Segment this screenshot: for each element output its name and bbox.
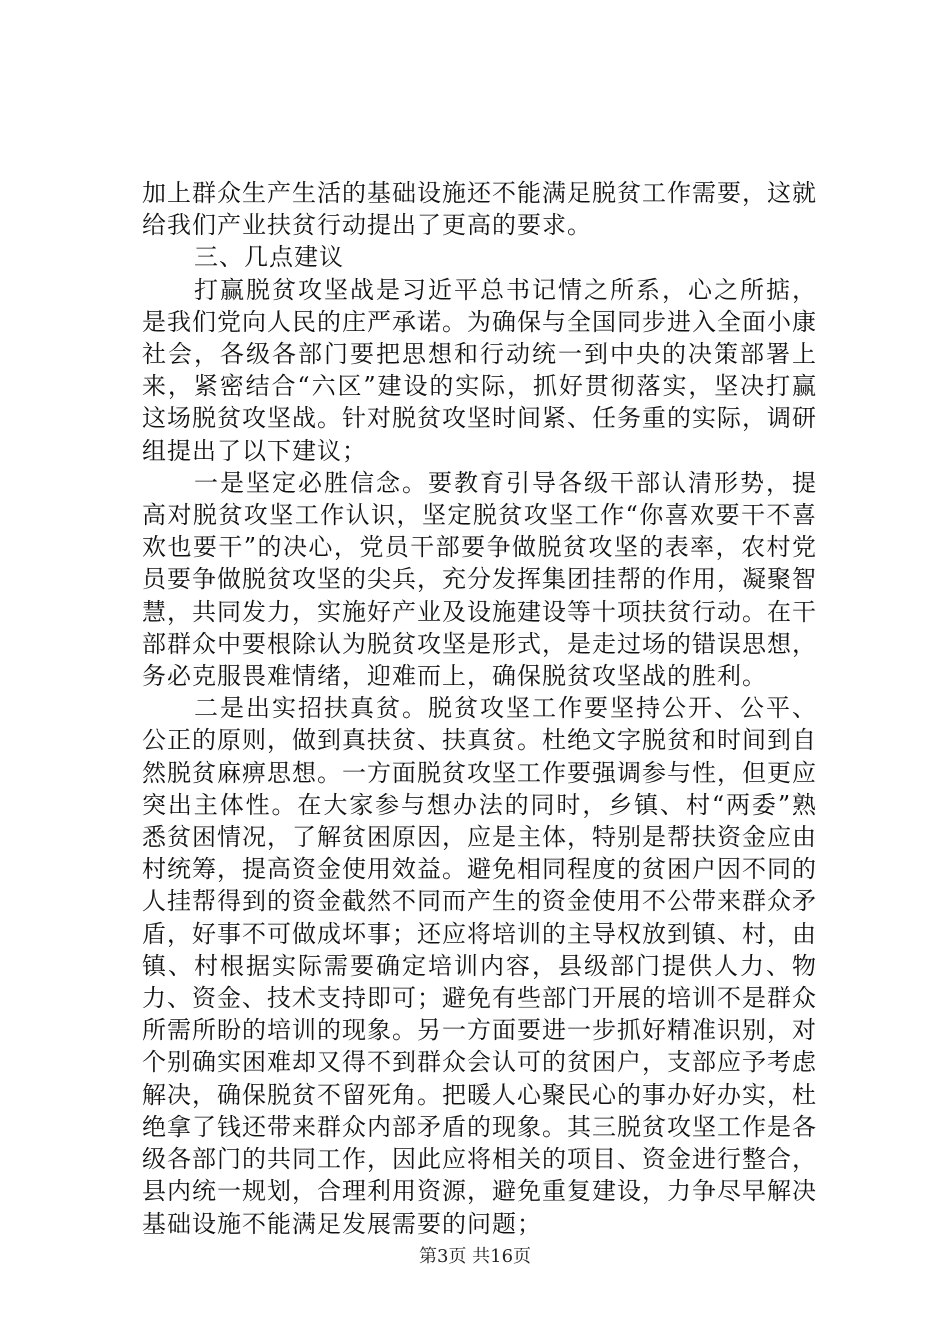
paragraph-intro: 打赢脱贫攻坚战是习近平总书记情之所系，心之所掂，是我们党向人民的庄严承诺。为确保与全国同步进入全面小康社会，各级各部门要把思想和行动统一到中央的决策部署上来，紧密结合“六区”建设的实际，抓好贯彻落实，坚决打赢这场脱贫攻坚战。针对脱贫攻坚时间紧、任务重的实际，调研组提出了以下建议； [142, 275, 817, 465]
document-body [142, 177, 817, 1240]
section-heading: 三、几点建议 [194, 243, 344, 272]
paragraph-point-1: 一是坚定必胜信念。要教育引导各级干部认清形势，提高对脱贫攻坚工作认识，坚定脱贫攻坚工作“你喜欢要干不喜欢也要干”的决心，党员干部要争做脱贫攻坚的表率，农村党员要争做脱贫攻坚的尖兵，充分发挥集团挂帮的作用，凝聚智慧，共同发力，实施好产业及设施建设等十项扶贫行动。在干部群众中要根除认为脱贫攻坚是形式，是走过场的错误思想，务必克服畏难情绪，迎难而上，确保脱贫攻坚战的胜利。 [142, 468, 817, 691]
paragraph-continuation: 加上群众生产生活的基础设施还不能满足脱贫工作需要，这就给我们产业扶贫行动提出了更高的要求。 [142, 179, 817, 240]
paragraph-point-2: 二是出实招扶真贫。脱贫攻坚工作要坚持公开、公平、公正的原则，做到真扶贫、扶真贫。杜绝文字脱贫和时间到自然脱贫麻痹思想。一方面脱贫攻坚工作要强调参与性，但更应突出主体性。在大家参与想办法的同时，乡镇、村“两委”熟悉贫困情况，了解贫困原因，应是主体，特别是帮扶资金应由村统筹，提高资金使用效益。避免相同程度的贫困户因不同的人挂帮得到的资金截然不同而产生的资金使用不公带来群众矛盾，好事不可做成坏事；还应将培训的主导权放到镇、村，由镇、村根据实际需要确定培训内容，县级部门提供人力、物力、资金、技术支持即可；避免有些部门开展的培训不是群众所需所盼的培训的现象。另一方面要进一步抓好精准识别，对个别确实困难却又得不到群众会认可的贫困户，支部应予考虑解决，确保脱贫不留死角。把暖人心聚民心的事办好办实，杜绝拿了钱还带来群众内部矛盾的现象。其三脱贫攻坚工作是各级各部门的共同工作，因此应将相关的项目、资金进行整合，县内统一规划，合理利用资源，避免重复建设，力争尽早解决基础设施不能满足发展需要的问题； [142, 694, 817, 1238]
page-number-footer: 第3页 共16页 [418, 1246, 532, 1267]
